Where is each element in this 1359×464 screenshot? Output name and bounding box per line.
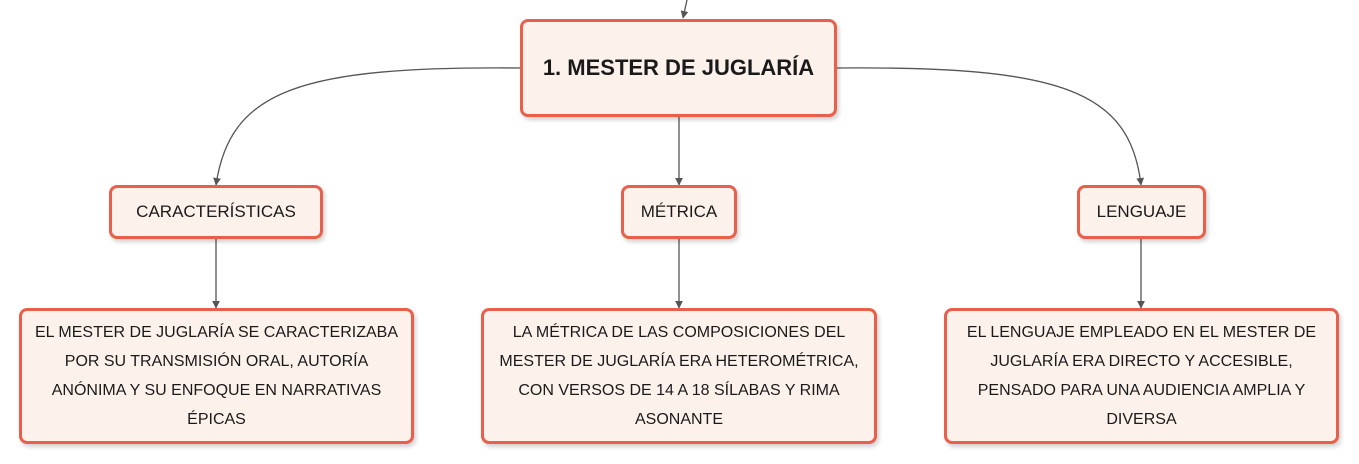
- connector-root-caracteristicas: [216, 68, 520, 185]
- node-metrica-description[interactable]: [481, 308, 877, 444]
- node-lenguaje-description[interactable]: [944, 308, 1339, 444]
- node-caracteristicas-description[interactable]: [19, 308, 414, 444]
- caracteristicas-description-text: EL MESTER DE JUGLARÍA SE CARACTERIZABA POR SU TRANSMISIÓN ORAL, AUTORÍA ANÓNIMA Y SU ENFOQUE EN NARRATIVAS ÉPICAS: [34, 324, 399, 428]
- node-lenguaje[interactable]: [1077, 185, 1206, 239]
- node-metrica[interactable]: [621, 185, 737, 239]
- root-node-label: 1. MESTER DE JUGLARÍA: [542, 55, 815, 80]
- root-node[interactable]: [520, 19, 837, 117]
- connector-root-lenguaje: [837, 68, 1141, 185]
- metrica-description-text: LA MÉTRICA DE LAS COMPOSICIONES DEL MESTER DE JUGLARÍA ERA HETEROMÉTRICA, CON VERSOS DE 14 A 18 SÍLABAS Y RIMA ASONANTE: [499, 324, 859, 428]
- node-caracteristicas[interactable]: [109, 185, 323, 239]
- node-lenguaje-label: LENGUAJE: [1096, 202, 1187, 221]
- node-caracteristicas-label: CARACTERÍSTICAS: [136, 202, 296, 221]
- node-metrica-label: MÉTRICA: [640, 202, 718, 221]
- incoming-connector: [683, 0, 687, 18]
- lenguaje-description-text: EL LENGUAJE EMPLEADO EN EL MESTER DE JUGLARÍA ERA DIRECTO Y ACCESIBLE, PENSADO PARA UNA AUDIENCIA AMPLIA Y DIVERSA: [966, 324, 1317, 428]
